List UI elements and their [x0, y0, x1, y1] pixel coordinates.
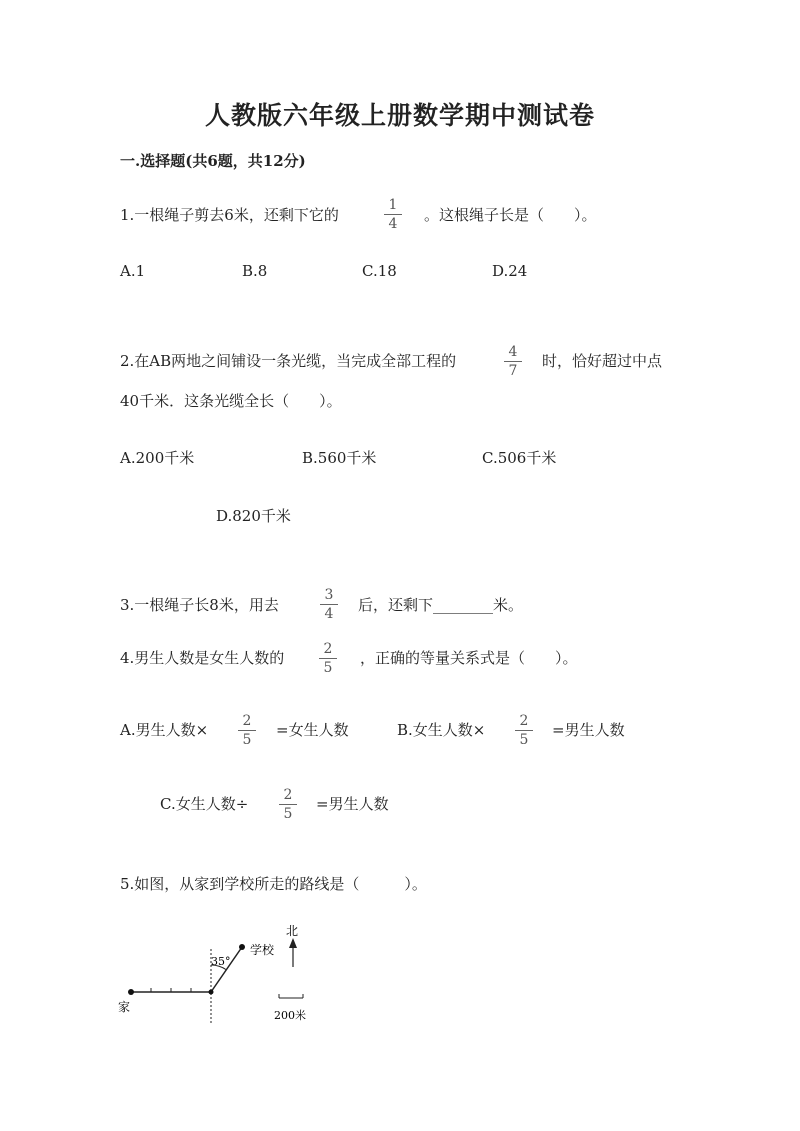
q4-option-c-denominator: 5 [283, 806, 293, 822]
q1-option-b[interactable]: B.8 [242, 262, 268, 280]
q4-option-a-denominator: 5 [242, 732, 252, 748]
school-label: 学校 [250, 943, 275, 957]
q2-option-b[interactable]: B.560千米 [302, 449, 377, 467]
home-label: 家 [118, 1000, 131, 1014]
q4-text-after: ，正确的等量关系式是（ ）。 [360, 649, 578, 667]
q1-option-a[interactable]: A.1 [120, 262, 146, 280]
q4-option-a-fraction [237, 714, 257, 747]
q2-text-before: 2.在AB两地之间铺设一条光缆，当完成全部工程的 [120, 352, 457, 370]
north-arrow-icon [289, 938, 297, 948]
q2-text-after: 时，恰好超过中点 [542, 352, 663, 370]
q4-option-b-denominator: 5 [519, 732, 529, 748]
q4-option-c-after[interactable]: =男生人数 [316, 795, 389, 813]
q4-option-b-after[interactable]: =男生人数 [552, 721, 625, 739]
q1-fraction-numerator: 1 [388, 197, 398, 213]
page-title: 人教版六年级上册数学期中测试卷 [204, 101, 595, 130]
q3-text-before: 3.一根绳子长8米，用去 [120, 596, 279, 614]
q2-fraction-numerator: 4 [508, 344, 518, 360]
q2-option-d[interactable]: D.820千米 [216, 507, 291, 525]
q3-fraction-numerator: 3 [324, 587, 334, 603]
home-point [128, 989, 134, 995]
turn-point [209, 990, 214, 995]
q1-fraction-denominator: 4 [388, 216, 398, 232]
q4-option-b-before[interactable]: B.女生人数× [397, 721, 486, 739]
q2-option-a[interactable]: A.200千米 [120, 449, 195, 467]
q4-fraction-numerator: 2 [323, 641, 333, 657]
route-diagram [110, 915, 330, 1030]
q4-option-c-fraction [278, 788, 298, 821]
q1-fraction [383, 198, 403, 231]
q4-option-c-numerator: 2 [283, 787, 293, 803]
angle-label: 35° [211, 955, 231, 968]
q4-fraction-denominator: 5 [323, 660, 333, 676]
q1-option-d[interactable]: D.24 [492, 262, 528, 280]
q2-fraction-denominator: 7 [508, 363, 518, 379]
school-point [239, 944, 245, 950]
q4-option-a-after[interactable]: =女生人数 [276, 721, 349, 739]
q4-option-a-numerator: 2 [242, 713, 252, 729]
route-segment-northeast [211, 947, 242, 992]
q3-text-after: 后，还剩下________米。 [358, 596, 524, 614]
q2-option-c[interactable]: C.506千米 [482, 449, 557, 467]
q4-option-a-before[interactable]: A.男生人数× [120, 721, 209, 739]
q5-text: 5.如图，从家到学校所走的路线是（ ）。 [120, 875, 427, 893]
q1-text-before: 1.一根绳子剪去6米，还剩下它的 [120, 206, 339, 224]
q1-text-after: 。这根绳子长是（ ）。 [424, 206, 597, 224]
q3-fraction [319, 588, 339, 621]
scale-label: 200米 [274, 1009, 306, 1022]
q4-option-b-fraction [514, 714, 534, 747]
q3-fraction-denominator: 4 [324, 606, 334, 622]
q2-fraction [503, 345, 523, 378]
q4-fraction [318, 642, 338, 675]
north-label: 北 [286, 924, 299, 938]
q1-option-c[interactable]: C.18 [362, 262, 397, 280]
q4-option-c-before[interactable]: C.女生人数÷ [160, 795, 249, 813]
q4-text-before: 4.男生人数是女生人数的 [120, 649, 285, 667]
q2-text-line2: 40千米．这条光缆全长（ ）。 [120, 392, 342, 410]
section-heading: 一.选择题(共6题，共12分) [120, 152, 306, 170]
q4-option-b-numerator: 2 [519, 713, 529, 729]
